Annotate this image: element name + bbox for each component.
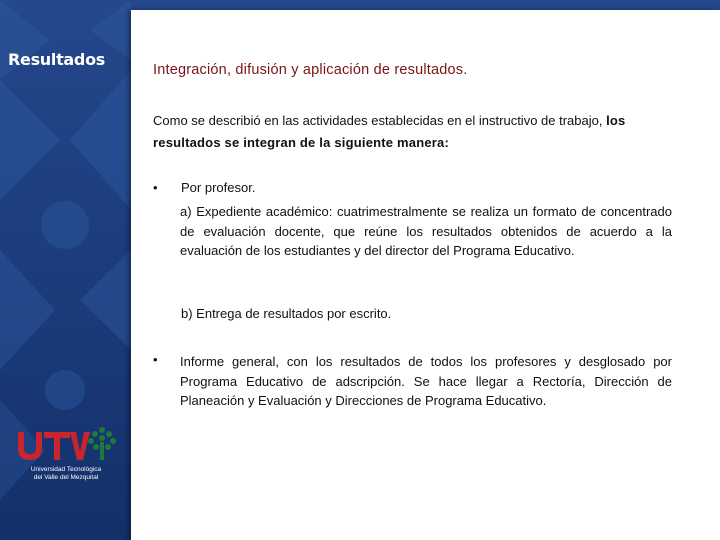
bullet-1-item-b: b) Entrega de resultados por escrito. xyxy=(181,306,392,321)
bullet-marker: • xyxy=(153,180,158,195)
content-panel xyxy=(131,10,720,540)
bullet-1-item-a: a) Expediente académico: cuatrimestralmente se realiza un formato de concentrado de evaluación docente, que reúne los resultados obtenidos de acuerdo a la evaluación de los estudiantes y del director del Programa Educativo. xyxy=(180,204,672,258)
intro-plain-text: Como se describió en las actividades establecidas en el instructivo de trabajo, xyxy=(153,113,603,128)
bullet-1-title: Por profesor. xyxy=(181,180,256,195)
logo-tree-icon xyxy=(88,427,116,460)
logo-caption-line2: del Valle del Mezquital xyxy=(33,474,99,481)
logo-utvm-letters xyxy=(18,432,90,460)
slide-heading: Integración, difusión y aplicación de resultados. xyxy=(153,62,468,78)
logo-caption-line1: Universidad Tecnológica xyxy=(30,466,102,473)
bullet-marker: • xyxy=(153,352,158,367)
intro-bold-text: los resultados se integran de la siguiente manera: xyxy=(153,113,626,150)
logo-caption xyxy=(6,466,126,482)
intro-paragraph xyxy=(153,110,678,154)
bullet-2-text: Informe general, con los resultados de todos los profesores y desglosado por Programa Educativo de adscripción. Se hace llegar a Rectoría, Dirección de Planeación y Evaluación y Direcciones de Programa Educativo. xyxy=(180,354,672,408)
section-title: Resultados xyxy=(8,50,105,69)
